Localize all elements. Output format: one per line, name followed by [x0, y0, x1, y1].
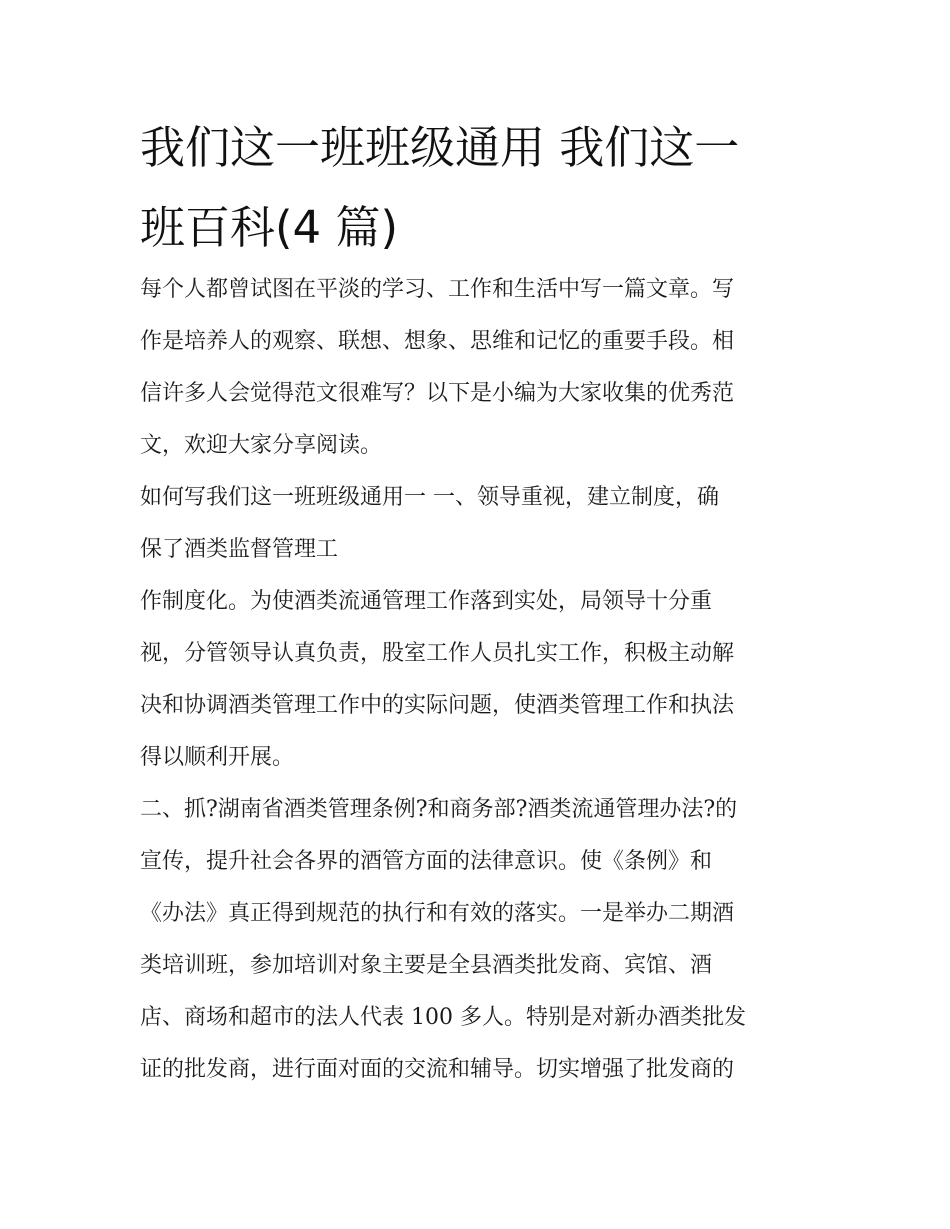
body-line: 得以顺利开展。: [140, 745, 295, 770]
body-line: 宣传，提升社会各界的酒管方面的法律意识。使《条例》和: [140, 849, 713, 874]
body-line: 作是培养人的观察、联想、想象、思维和记忆的重要手段。相: [140, 329, 735, 354]
body-line: 视，分管领导认真负责，股室工作人员扎实工作，积极主动解: [140, 641, 735, 666]
title-line: 班百科(4 篇): [140, 201, 399, 254]
body-line: 证的批发商，进行面对面的交流和辅导。切实增强了批发商的: [140, 1057, 735, 1082]
body-line: 如何写我们这一班班级通用一 一、领导重视，建立制度，确: [140, 485, 719, 510]
body-line: 信许多人会觉得范文很难写？以下是小编为大家收集的优秀范: [140, 381, 735, 406]
body-line: 《办法》真正得到规范的执行和有效的落实。一是举办二期酒: [140, 901, 735, 926]
document-title: [140, 108, 820, 268]
body-line: 每个人都曾试图在平淡的学习、工作和生活中写一篇文章。写: [140, 277, 735, 302]
body-line: 作制度化。为使酒类流通管理工作落到实处，局领导十分重: [140, 589, 713, 614]
body-line: 类培训班，参加培训对象主要是全县酒类批发商、宾馆、酒: [140, 953, 713, 978]
body-line: 二、抓?湖南省酒类管理条例?和商务部?酒类流通管理办法?的: [140, 797, 738, 822]
title-line: 我们这一班班级通用 我们这一: [140, 121, 740, 174]
body-line: 决和协调酒类管理工作中的实际问题，使酒类管理工作和执法: [140, 693, 735, 718]
body-line: 保了酒类监督管理工: [140, 537, 339, 562]
body-line: 文，欢迎大家分享阅读。: [140, 433, 383, 458]
document-body: [140, 264, 820, 1096]
body-line: 店、商场和超市的法人代表 100 多人。特别是对新办酒类批发: [140, 1005, 746, 1030]
